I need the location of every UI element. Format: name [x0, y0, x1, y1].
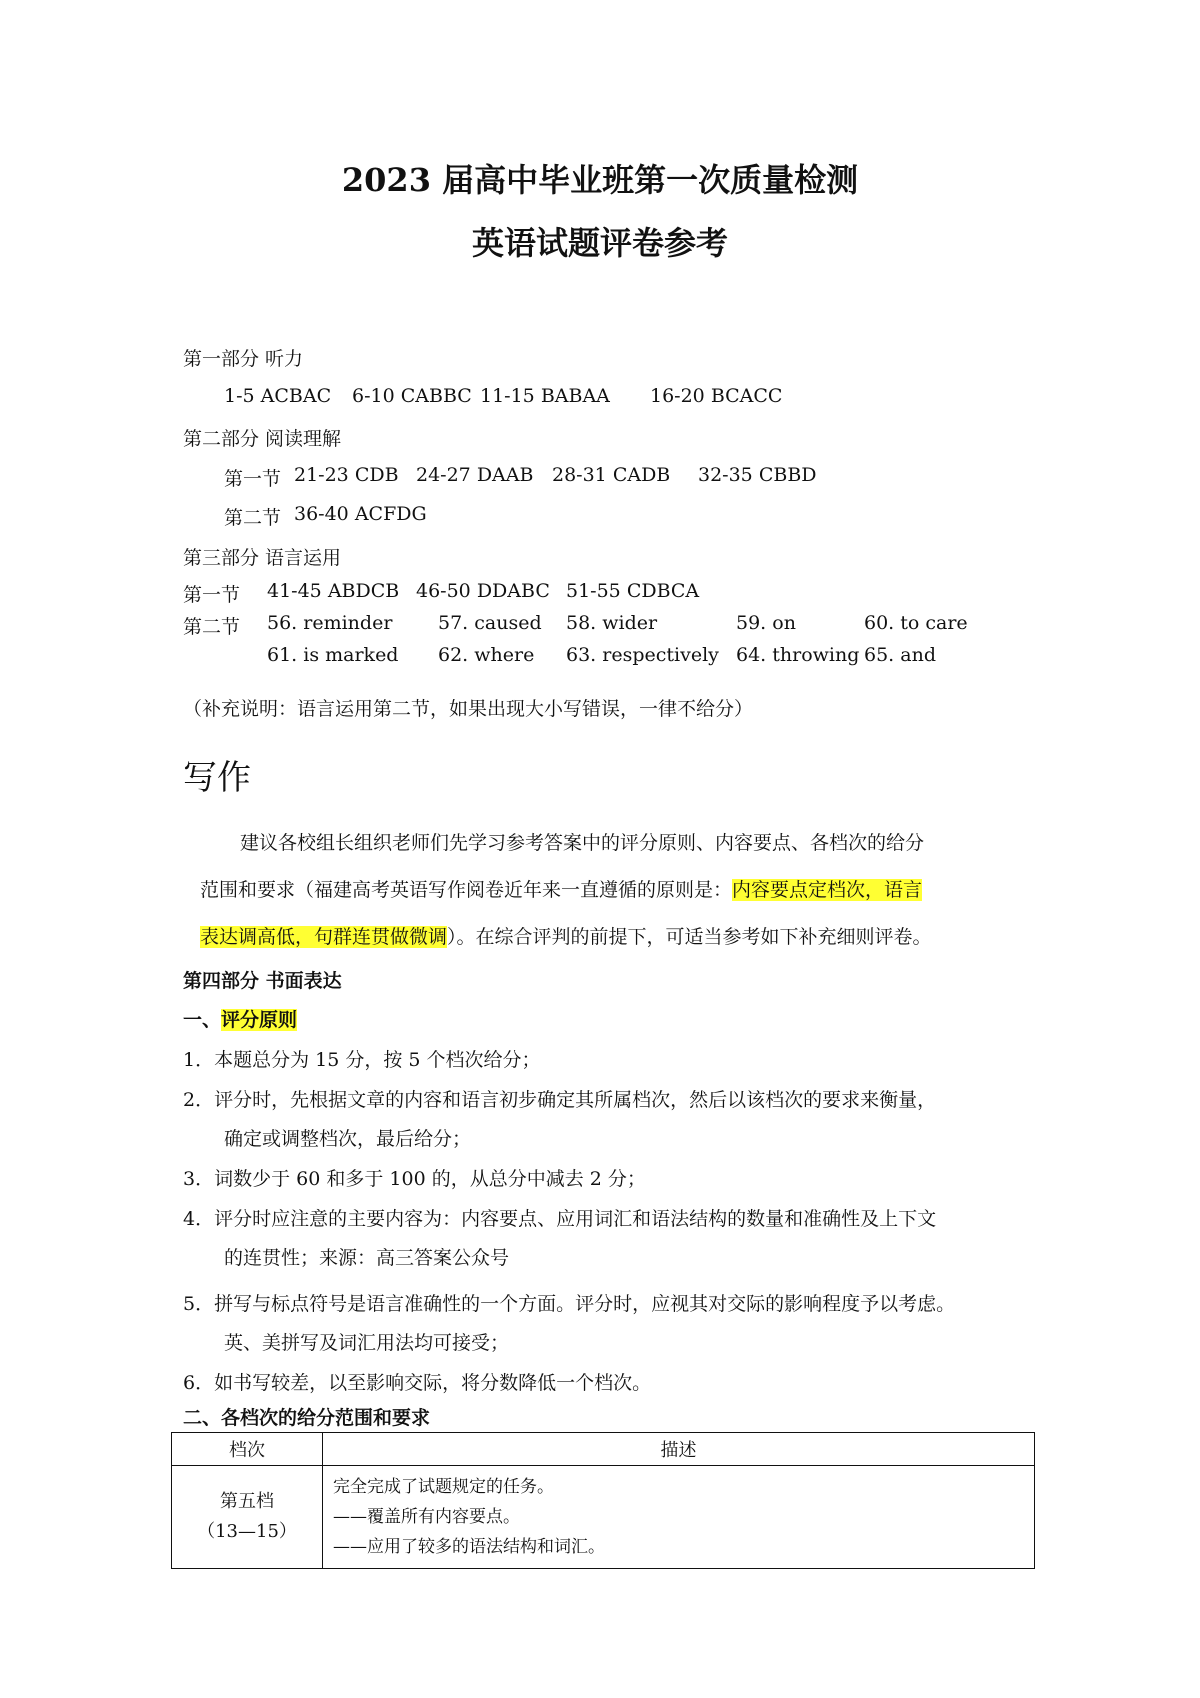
- level-name: 第五档: [220, 1491, 274, 1512]
- fill-answer: 57. caused: [438, 612, 542, 634]
- part3-section1-label: 第一节: [183, 584, 241, 606]
- table-header-row: [172, 1433, 1035, 1466]
- table-header-desc: 描述: [323, 1433, 1035, 1466]
- rule-text-cont: 的连贯性；来源：高三答案公众号: [224, 1247, 510, 1269]
- writing-intro-line3: [200, 922, 932, 949]
- rule-text: 拼写与标点符号是语言准确性的一个方面。评分时，应视其对交际的影响程度予以考虑。: [214, 1293, 956, 1315]
- part4-heading: 第四部分 书面表达: [183, 970, 342, 992]
- desc-cell: [323, 1466, 1035, 1569]
- rule-text: 评分时，先根据文章的内容和语言初步确定其所属档次，然后以该档次的要求来衡量，: [214, 1089, 937, 1111]
- desc-line: 完全完成了试题规定的任务。: [333, 1477, 554, 1497]
- rule-num: 5．: [183, 1293, 215, 1315]
- writing-intro-line1: 建议各校组长组织老师们先学习参考答案中的评分原则、内容要点、各档次的给分: [240, 832, 925, 854]
- rule-text: 如书写较差，以至影响交际，将分数降低一个档次。: [214, 1372, 652, 1394]
- desc-line: ——应用了较多的语法结构和词汇。: [333, 1537, 605, 1557]
- part2-section1-label: 第一节: [224, 468, 282, 490]
- writing-principle-highlight: 表达调高低，句群连贯做微调: [200, 926, 448, 948]
- writing-intro-text: ）。在综合评判的前提下，可适当参考如下补充细则评卷。: [447, 926, 932, 948]
- level-cell: [172, 1466, 323, 1569]
- writing-intro-text: 范围和要求（福建高考英语写作阅卷近年来一直遵循的原则是：: [200, 879, 733, 901]
- fill-answer: 65. and: [864, 644, 936, 666]
- table-row: [172, 1466, 1035, 1569]
- rule-item-4: [183, 1204, 936, 1231]
- fill-answer: 61. is marked: [267, 644, 399, 666]
- fill-answer: 63. respectively: [566, 644, 719, 666]
- rule-item-3: [183, 1164, 646, 1191]
- part3-answer: 51-55 CDBCA: [566, 580, 700, 602]
- writing-principle-highlight: 内容要点定档次，语言: [732, 879, 923, 901]
- part2-answer: 24-27 DAAB: [416, 464, 534, 486]
- part1-answer: 16-20 BCACC: [650, 385, 783, 407]
- rule-num: 4．: [183, 1208, 215, 1230]
- part1-heading: 第一部分 听力: [183, 348, 304, 370]
- part1-answer: 6-10 CABBC: [352, 385, 472, 407]
- fill-answer: 62. where: [438, 644, 535, 666]
- rule-item-6: [183, 1368, 651, 1395]
- rule-text: 评分时应注意的主要内容为：内容要点、应用词汇和语法结构的数量和准确性及上下文: [214, 1208, 937, 1230]
- fill-answer: 59. on: [736, 612, 796, 634]
- principles-prefix: 一、: [183, 1009, 222, 1031]
- part2-answer: 36-40 ACFDG: [294, 503, 427, 525]
- part2-answer: 32-35 CBBD: [698, 464, 817, 486]
- principles-title: 评分原则: [221, 1009, 298, 1031]
- rule-item-1: [183, 1045, 541, 1072]
- rule-text: 词数少于 60 和多于 100 的，从总分中减去 2 分；: [214, 1168, 646, 1190]
- fill-answer: 64. throwing: [736, 644, 860, 666]
- levels-heading: 二、各档次的给分范围和要求: [183, 1407, 431, 1429]
- part1-answer: 11-15 BABAA: [480, 385, 610, 407]
- fill-answer: 60. to care: [864, 612, 968, 634]
- grading-table: [171, 1432, 1035, 1569]
- part3-note: （补充说明：语言运用第二节，如果出现大小写错误，一律不给分）: [183, 698, 754, 720]
- level-range: （13—15）: [197, 1521, 297, 1542]
- writing-intro-line2: [200, 875, 922, 902]
- rule-item-2: [183, 1085, 936, 1112]
- rule-text-cont: 确定或调整档次，最后给分；: [224, 1128, 472, 1150]
- part3-section2-label: 第二节: [183, 616, 241, 638]
- part3-answer: 46-50 DDABC: [416, 580, 550, 602]
- rule-num: 2．: [183, 1089, 215, 1111]
- doc-title-line1: 2023 届高中毕业班第一次质量检测: [341, 161, 859, 199]
- part2-answer: 21-23 CDB: [294, 464, 399, 486]
- part2-section2-label: 第二节: [224, 507, 282, 529]
- rule-text: 本题总分为 15 分，按 5 个档次给分；: [214, 1049, 541, 1071]
- part2-heading: 第二部分 阅读理解: [183, 428, 342, 450]
- principles-heading: [183, 1005, 297, 1032]
- part2-answer: 28-31 CADB: [552, 464, 671, 486]
- rule-item-5: [183, 1289, 955, 1316]
- rule-text-cont: 英、美拼写及词汇用法均可接受；: [224, 1332, 510, 1354]
- fill-answer: 56. reminder: [267, 612, 393, 634]
- part1-answer: 1-5 ACBAC: [224, 385, 332, 407]
- writing-heading: 写作: [183, 758, 251, 798]
- rule-num: 3．: [183, 1168, 215, 1190]
- part3-answer: 41-45 ABDCB: [267, 580, 400, 602]
- part3-heading: 第三部分 语言运用: [183, 547, 342, 569]
- rule-num: 6．: [183, 1372, 215, 1394]
- doc-title-line2: 英语试题评卷参考: [471, 224, 728, 262]
- fill-answer: 58. wider: [566, 612, 658, 634]
- desc-line: ——覆盖所有内容要点。: [333, 1507, 520, 1527]
- rule-num: 1．: [183, 1049, 215, 1071]
- table-header-level: 档次: [172, 1433, 323, 1466]
